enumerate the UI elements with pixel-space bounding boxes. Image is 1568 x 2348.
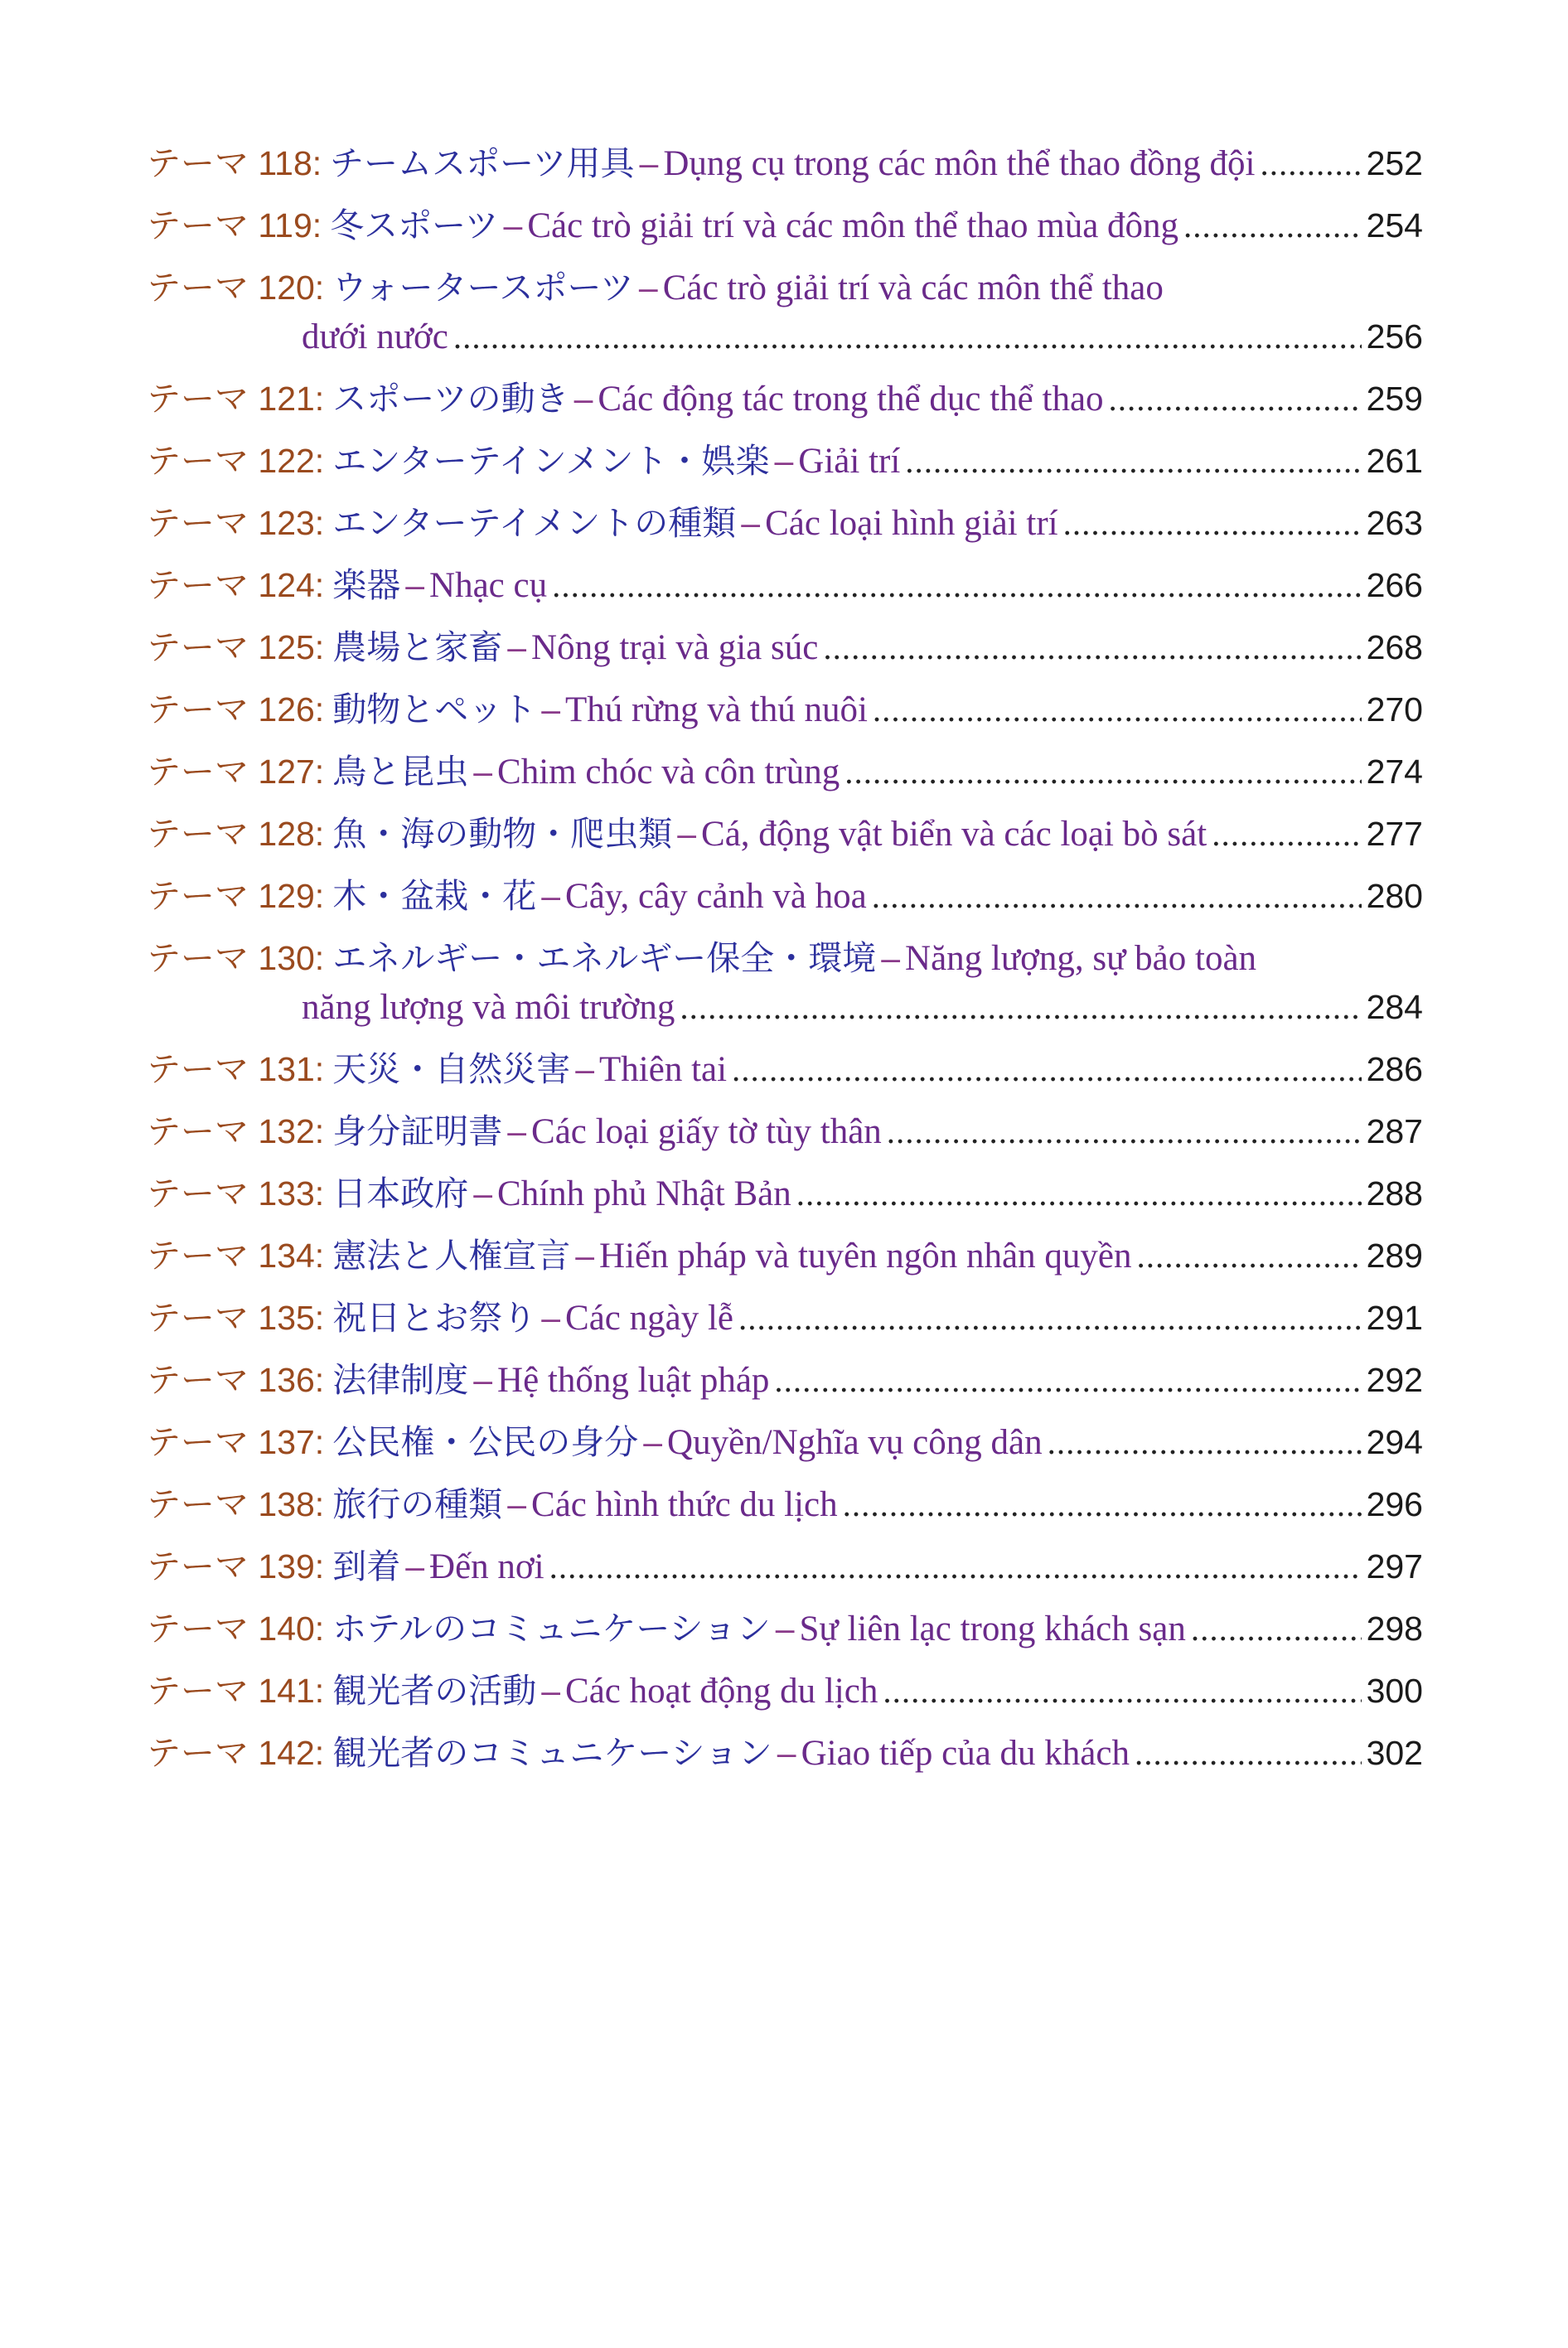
toc-japanese-title: 魚・海の動物・爬虫類 bbox=[332, 814, 673, 854]
toc-theme-label: テーマ 119: bbox=[147, 206, 322, 244]
toc-japanese-title: 木・盆栽・花 bbox=[332, 876, 537, 916]
toc-theme-label: テーマ 138: bbox=[147, 1485, 325, 1523]
toc-vietnamese-title: Quyền/Nghĩa vụ công dân bbox=[667, 1423, 1043, 1462]
toc-entry-line bbox=[147, 561, 1423, 610]
toc-entry-line bbox=[147, 810, 1423, 859]
toc-entry[interactable] bbox=[147, 561, 1423, 610]
toc-page-number: 284 bbox=[1366, 988, 1423, 1026]
toc-japanese-title: ホテルのコミュニケーション bbox=[332, 1609, 771, 1648]
toc-separator-dash: – bbox=[473, 753, 493, 791]
toc-vietnamese-title: Đến nơi bbox=[429, 1547, 544, 1586]
toc-vietnamese-title: Sự liên lạc trong khách sạn bbox=[799, 1610, 1186, 1648]
toc-dot-leader bbox=[1212, 810, 1361, 859]
toc-dot-leader bbox=[873, 685, 1362, 734]
toc-vietnamese-title: Thú rừng và thú nuôi bbox=[565, 690, 868, 729]
toc-theme-label: テーマ 139: bbox=[147, 1547, 325, 1586]
toc-entry-line bbox=[147, 1605, 1423, 1653]
toc-vietnamese-title: Dụng cụ trong các môn thể thao đồng đội bbox=[663, 144, 1256, 183]
toc-theme-label: テーマ 118: bbox=[147, 144, 322, 182]
toc-theme-label: テーマ 125: bbox=[147, 628, 325, 666]
toc-vietnamese-title: Chim chóc và côn trùng bbox=[497, 753, 840, 792]
toc-page-number: 297 bbox=[1366, 1547, 1423, 1586]
toc-separator-dash: – bbox=[575, 1050, 595, 1088]
toc-page-number: 274 bbox=[1366, 753, 1423, 791]
toc-entry[interactable] bbox=[147, 1542, 1423, 1591]
toc-entry-line bbox=[147, 264, 1423, 312]
toc-theme-label: テーマ 120: bbox=[147, 269, 325, 307]
toc-entry[interactable] bbox=[147, 375, 1423, 424]
toc-vietnamese-title-continued: năng lượng và môi trường bbox=[302, 988, 675, 1027]
toc-separator-dash: – bbox=[405, 566, 425, 604]
toc-theme-label: テーマ 141: bbox=[147, 1672, 325, 1710]
toc-dot-leader bbox=[1063, 499, 1362, 548]
toc-dot-leader bbox=[552, 561, 1362, 610]
toc-entry[interactable] bbox=[147, 1294, 1423, 1343]
toc-page-number: 289 bbox=[1366, 1237, 1423, 1275]
toc-entry-line bbox=[147, 1418, 1423, 1467]
toc-japanese-title: 祝日とお祭り bbox=[332, 1298, 537, 1338]
toc-theme-label: テーマ 137: bbox=[147, 1423, 325, 1461]
toc-page-number: 294 bbox=[1366, 1423, 1423, 1461]
toc-page-number: 286 bbox=[1366, 1050, 1423, 1088]
toc-japanese-title: スポーツの動き bbox=[332, 379, 569, 419]
toc-vietnamese-title: Cá, động vật biển và các loại bò sát bbox=[701, 815, 1207, 854]
toc-dot-leader bbox=[774, 1356, 1361, 1405]
toc-separator-dash: – bbox=[541, 690, 561, 729]
toc-separator-dash: – bbox=[639, 144, 659, 182]
toc-dot-leader bbox=[1191, 1605, 1362, 1653]
toc-vietnamese-title: Hệ thống luật pháp bbox=[497, 1361, 770, 1400]
toc-entry-line bbox=[147, 1729, 1423, 1778]
toc-page-number: 263 bbox=[1366, 504, 1423, 542]
toc-entry-line bbox=[147, 1480, 1423, 1529]
toc-dot-leader bbox=[883, 1667, 1361, 1716]
toc-dot-leader bbox=[843, 1480, 1362, 1529]
toc-entry[interactable] bbox=[147, 1045, 1423, 1094]
toc-vietnamese-title: Thiên tai bbox=[599, 1050, 728, 1089]
toc-japanese-title: 観光者の活動 bbox=[332, 1671, 537, 1711]
toc-entry[interactable] bbox=[147, 437, 1423, 486]
toc-theme-label: テーマ 142: bbox=[147, 1734, 325, 1772]
toc-entry[interactable] bbox=[147, 1232, 1423, 1281]
toc-japanese-title: 身分証明書 bbox=[332, 1111, 503, 1151]
toc-separator-dash: – bbox=[507, 1112, 527, 1150]
toc-dot-leader bbox=[905, 437, 1361, 486]
toc-page-number: 287 bbox=[1366, 1112, 1423, 1150]
toc-separator-dash: – bbox=[405, 1547, 425, 1586]
toc-japanese-title: 楽器 bbox=[332, 565, 401, 605]
toc-page-number: 256 bbox=[1366, 317, 1423, 356]
toc-theme-label: テーマ 134: bbox=[147, 1237, 325, 1275]
toc-separator-dash: – bbox=[541, 877, 561, 915]
toc-vietnamese-title: Các loại giấy tờ tùy thân bbox=[531, 1112, 882, 1151]
toc-dot-leader bbox=[732, 1045, 1362, 1094]
toc-separator-dash: – bbox=[507, 628, 527, 666]
toc-page-number: 291 bbox=[1366, 1299, 1423, 1337]
toc-page-number: 288 bbox=[1366, 1174, 1423, 1213]
toc-japanese-title: チームスポーツ用具 bbox=[330, 143, 635, 183]
toc-japanese-title: 旅行の種類 bbox=[332, 1484, 503, 1524]
toc-dot-leader bbox=[680, 983, 1361, 1032]
toc-vietnamese-title: Các ngày lễ bbox=[565, 1299, 733, 1338]
toc-theme-label: テーマ 121: bbox=[147, 380, 325, 418]
toc-theme-label: テーマ 135: bbox=[147, 1299, 325, 1337]
toc-entry-line bbox=[147, 748, 1423, 796]
toc-separator-dash: – bbox=[541, 1672, 561, 1710]
toc-japanese-title: 観光者のコミュニケーション bbox=[332, 1733, 772, 1773]
toc-vietnamese-title: Hiến pháp và tuyên ngôn nhân quyền bbox=[599, 1237, 1132, 1276]
toc-entry-line bbox=[147, 872, 1423, 921]
toc-vietnamese-title: Các hình thức du lịch bbox=[531, 1485, 838, 1524]
toc-japanese-title: エンターテイメントの種類 bbox=[332, 503, 737, 543]
toc-separator-dash: – bbox=[643, 1423, 663, 1461]
toc-entry[interactable] bbox=[147, 1667, 1423, 1716]
toc-separator-dash: – bbox=[638, 269, 658, 307]
toc-theme-label: テーマ 129: bbox=[147, 877, 325, 915]
table-of-contents bbox=[147, 139, 1423, 1791]
toc-entry-line bbox=[147, 1107, 1423, 1156]
toc-page-number: 259 bbox=[1366, 380, 1423, 418]
toc-theme-label: テーマ 136: bbox=[147, 1361, 325, 1399]
toc-page-number: 300 bbox=[1366, 1672, 1423, 1710]
toc-entry-line bbox=[147, 623, 1423, 672]
toc-theme-label: テーマ 123: bbox=[147, 504, 325, 542]
toc-theme-label: テーマ 126: bbox=[147, 690, 325, 729]
toc-separator-dash: – bbox=[503, 206, 523, 244]
toc-japanese-title: 公民権・公民の身分 bbox=[332, 1422, 639, 1462]
toc-page-number: 268 bbox=[1366, 628, 1423, 666]
toc-entry[interactable] bbox=[147, 810, 1423, 859]
toc-entry-line bbox=[147, 139, 1423, 188]
toc-page-number: 292 bbox=[1366, 1361, 1423, 1399]
toc-dot-leader bbox=[549, 1542, 1362, 1591]
toc-entry-line bbox=[147, 375, 1423, 424]
toc-entry[interactable] bbox=[147, 872, 1423, 921]
toc-page-number: 298 bbox=[1366, 1610, 1423, 1648]
toc-entry[interactable] bbox=[147, 1605, 1423, 1653]
toc-entry-line bbox=[147, 934, 1423, 983]
toc-separator-dash: – bbox=[541, 1299, 561, 1337]
toc-japanese-title: 法律制度 bbox=[332, 1360, 469, 1400]
toc-dot-leader bbox=[1135, 1729, 1362, 1778]
toc-vietnamese-title: Các loại hình giải trí bbox=[765, 504, 1058, 543]
toc-japanese-title: 憲法と人権宣言 bbox=[332, 1236, 571, 1276]
toc-japanese-title: エネルギー・エネルギー保全・環境 bbox=[332, 938, 877, 978]
toc-page-number: 252 bbox=[1366, 144, 1423, 182]
toc-vietnamese-title: Các trò giải trí và các môn thể thao mùa đông bbox=[527, 206, 1179, 245]
toc-entry[interactable] bbox=[147, 1480, 1423, 1529]
toc-page-number: 296 bbox=[1366, 1485, 1423, 1523]
toc-dot-leader bbox=[844, 748, 1361, 796]
toc-dot-leader bbox=[1048, 1418, 1362, 1467]
toc-page-number: 270 bbox=[1366, 690, 1423, 729]
toc-dot-leader bbox=[453, 312, 1362, 361]
toc-japanese-title: 天災・自然災害 bbox=[332, 1049, 571, 1089]
toc-entry-line bbox=[147, 1667, 1423, 1716]
toc-dot-leader bbox=[1260, 139, 1361, 188]
toc-japanese-title: ウォータースポーツ bbox=[332, 268, 634, 307]
toc-dot-leader bbox=[1136, 1232, 1361, 1281]
toc-japanese-title: 農場と家畜 bbox=[332, 627, 503, 667]
toc-entry[interactable] bbox=[147, 139, 1423, 188]
toc-entry-line bbox=[147, 1356, 1423, 1405]
toc-separator-dash: – bbox=[473, 1174, 493, 1213]
toc-dot-leader bbox=[796, 1169, 1362, 1218]
toc-separator-dash: – bbox=[473, 1361, 493, 1399]
toc-japanese-title: 日本政府 bbox=[332, 1174, 469, 1213]
toc-entry-line bbox=[147, 1045, 1423, 1094]
toc-entry[interactable] bbox=[147, 1729, 1423, 1778]
toc-entry-line bbox=[147, 1294, 1423, 1343]
toc-theme-label: テーマ 130: bbox=[147, 939, 325, 977]
toc-dot-leader bbox=[738, 1294, 1362, 1343]
toc-dot-leader bbox=[1183, 201, 1362, 250]
toc-entry[interactable] bbox=[147, 748, 1423, 796]
toc-page-number: 261 bbox=[1366, 442, 1423, 480]
toc-theme-label: テーマ 131: bbox=[147, 1050, 325, 1088]
toc-entry[interactable] bbox=[147, 264, 1423, 361]
toc-separator-dash: – bbox=[741, 504, 761, 542]
toc-japanese-title: エンターテインメント・娯楽 bbox=[332, 441, 770, 481]
toc-japanese-title: 冬スポーツ bbox=[330, 206, 499, 245]
toc-vietnamese-title: Nông trại và gia súc bbox=[531, 628, 819, 667]
toc-vietnamese-title: Các trò giải trí và các môn thể thao bbox=[662, 269, 1164, 307]
toc-theme-label: テーマ 133: bbox=[147, 1174, 325, 1213]
toc-entry-line bbox=[147, 201, 1423, 250]
toc-theme-label: テーマ 128: bbox=[147, 815, 325, 853]
toc-entry[interactable] bbox=[147, 1418, 1423, 1467]
toc-separator-dash: – bbox=[775, 1610, 795, 1648]
toc-entry[interactable] bbox=[147, 1107, 1423, 1156]
toc-japanese-title: 動物とペット bbox=[332, 690, 537, 729]
toc-separator-dash: – bbox=[777, 1734, 796, 1772]
toc-separator-dash: – bbox=[575, 1237, 595, 1275]
toc-page-number: 280 bbox=[1366, 877, 1423, 915]
toc-vietnamese-title: Nhạc cụ bbox=[429, 566, 548, 605]
toc-japanese-title: 鳥と昆虫 bbox=[332, 752, 469, 792]
toc-page-number: 277 bbox=[1366, 815, 1423, 853]
toc-vietnamese-title: Các động tác trong thể dục thể thao bbox=[598, 380, 1104, 419]
toc-vietnamese-title-continued: dưới nước bbox=[302, 317, 448, 356]
toc-entry-line-continued bbox=[147, 983, 1423, 1032]
toc-theme-label: テーマ 140: bbox=[147, 1610, 325, 1648]
toc-page-number: 254 bbox=[1366, 206, 1423, 244]
toc-entry-line bbox=[147, 1232, 1423, 1281]
toc-entry-line-continued bbox=[147, 312, 1423, 361]
toc-vietnamese-title: Giao tiếp của du khách bbox=[801, 1734, 1130, 1773]
toc-entry-line bbox=[147, 1169, 1423, 1218]
toc-dot-leader bbox=[823, 623, 1361, 672]
toc-dot-leader bbox=[1109, 375, 1362, 424]
toc-separator-dash: – bbox=[573, 380, 593, 418]
toc-entry[interactable] bbox=[147, 1356, 1423, 1405]
toc-entry[interactable] bbox=[147, 685, 1423, 734]
toc-separator-dash: – bbox=[774, 442, 794, 480]
toc-vietnamese-title: Cây, cây cảnh và hoa bbox=[565, 877, 867, 916]
toc-theme-label: テーマ 132: bbox=[147, 1112, 325, 1150]
toc-separator-dash: – bbox=[881, 939, 901, 977]
toc-dot-leader bbox=[872, 872, 1362, 921]
toc-separator-dash: – bbox=[677, 815, 697, 853]
toc-entry-line bbox=[147, 499, 1423, 548]
toc-vietnamese-title: Giải trí bbox=[798, 442, 901, 481]
toc-entry[interactable] bbox=[147, 623, 1423, 672]
toc-theme-label: テーマ 122: bbox=[147, 442, 325, 480]
toc-theme-label: テーマ 127: bbox=[147, 753, 325, 791]
toc-entry[interactable] bbox=[147, 1169, 1423, 1218]
toc-entry[interactable] bbox=[147, 201, 1423, 250]
toc-entry[interactable] bbox=[147, 499, 1423, 548]
toc-page-number: 302 bbox=[1366, 1734, 1423, 1772]
toc-entry-line bbox=[147, 685, 1423, 734]
toc-entry-line bbox=[147, 437, 1423, 486]
toc-japanese-title: 到着 bbox=[332, 1547, 401, 1586]
toc-theme-label: テーマ 124: bbox=[147, 566, 325, 604]
toc-dot-leader bbox=[887, 1107, 1362, 1156]
toc-entry-line bbox=[147, 1542, 1423, 1591]
toc-vietnamese-title: Chính phủ Nhật Bản bbox=[497, 1174, 791, 1213]
toc-separator-dash: – bbox=[507, 1485, 527, 1523]
toc-page-number: 266 bbox=[1366, 566, 1423, 604]
toc-vietnamese-title: Năng lượng, sự bảo toàn bbox=[905, 939, 1257, 978]
toc-vietnamese-title: Các hoạt động du lịch bbox=[565, 1672, 878, 1711]
toc-entry[interactable] bbox=[147, 934, 1423, 1032]
